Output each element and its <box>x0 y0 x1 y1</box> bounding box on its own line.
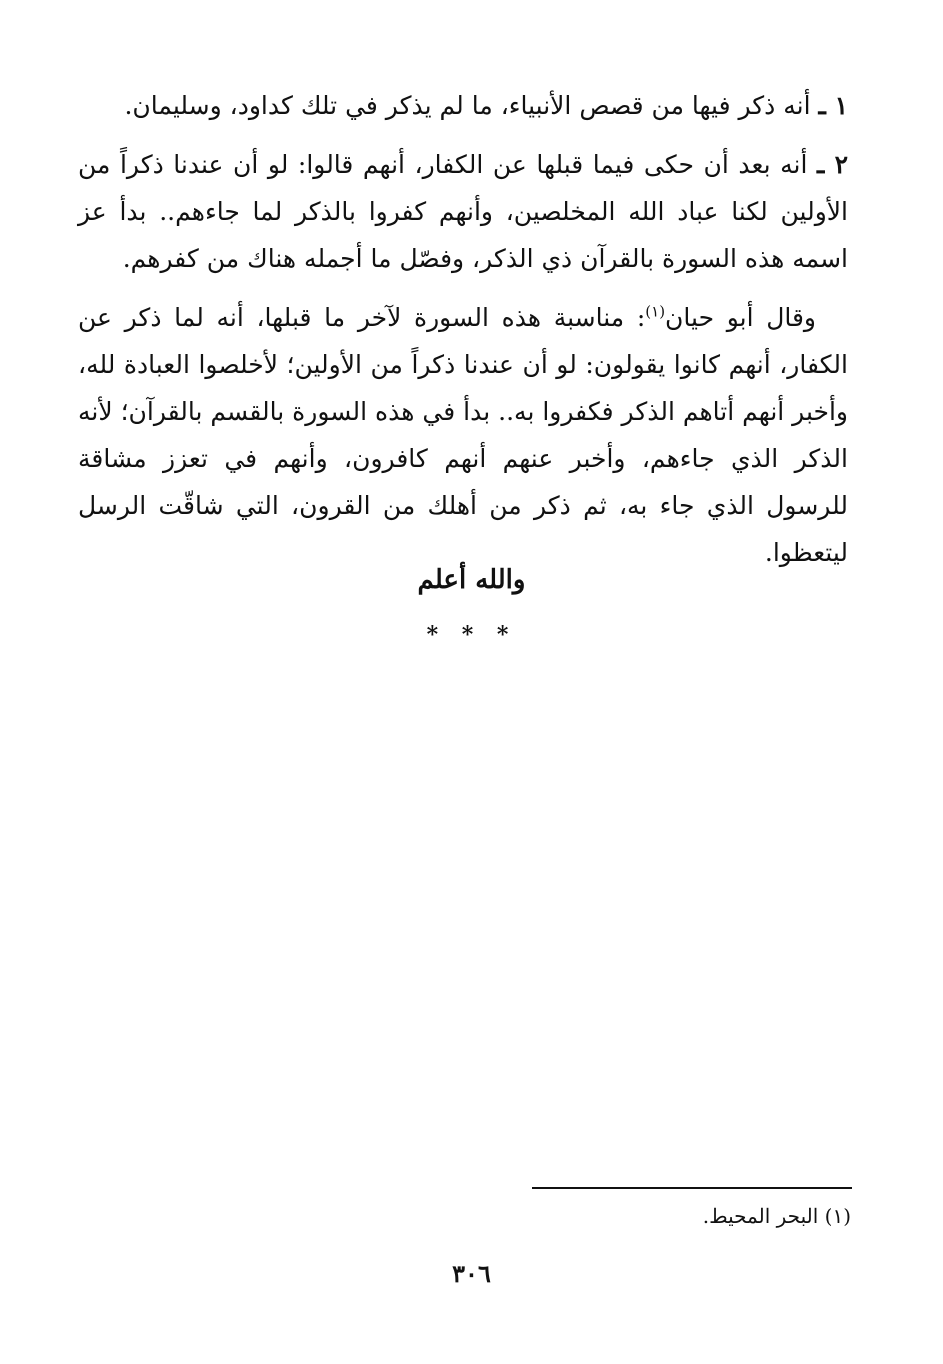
paragraph-3-text: : مناسبة هذه السورة لآخر ما قبلها، أنه لما ذكر عن الكفار، أنهم كانوا يقولون: لو أن عندنا ذكراً من الأولين؛ لأخلصوا العبادة لله، وأخبر أنهم أتاهم الذكر فكفروا به.. بدأ في هذه السورة بالقسم بالقرآن؛ لأنه الذكر الذي جاءهم، وأخبر عنهم أنهم كافرون، وأنهم في تعزز مشاقة للرسول الذي جاء به، ثم ذكر من أهلك من القرون، التي شاقّت الرسل ليتعظوا. <box>78 303 848 567</box>
paragraph-3-lead: وقال أبو حيان <box>665 303 816 332</box>
paragraph-1-text: أنه ذكر فيها من قصص الأنبياء، ما لم يذكر في تلك كداود، وسليمان. <box>124 91 811 120</box>
body-text <box>78 82 848 588</box>
footnote <box>703 1200 851 1232</box>
footnote-divider <box>532 1187 852 1189</box>
paragraph-1 <box>78 82 848 129</box>
closing-phrase: والله أعلم <box>417 565 526 595</box>
section-separator: * * * <box>426 622 517 648</box>
page-number: ٣٠٦ <box>452 1259 491 1288</box>
footnote-marker: (١) <box>824 1204 851 1228</box>
footnote-reference: (١) <box>645 302 666 321</box>
paragraph-1-number: ١ ـ <box>818 91 848 120</box>
footnote-text: البحر المحيط. <box>702 1204 819 1228</box>
paragraph-2-text: أنه بعد أن حكى فيما قبلها عن الكفار، أنهم قالوا: لو أن عندنا ذكراً من الأولين لكنا عباد الله المخلصين، وأنهم كفروا بالذكر لما جاءهم.. بدأ عز اسمه هذه السورة بالقرآن ذي الذكر، وفصّل ما أجمله هناك من كفرهم. <box>78 150 848 273</box>
paragraph-2-number: ٢ ـ <box>816 150 848 179</box>
paragraph-3 <box>78 294 848 576</box>
paragraph-2 <box>78 141 848 282</box>
